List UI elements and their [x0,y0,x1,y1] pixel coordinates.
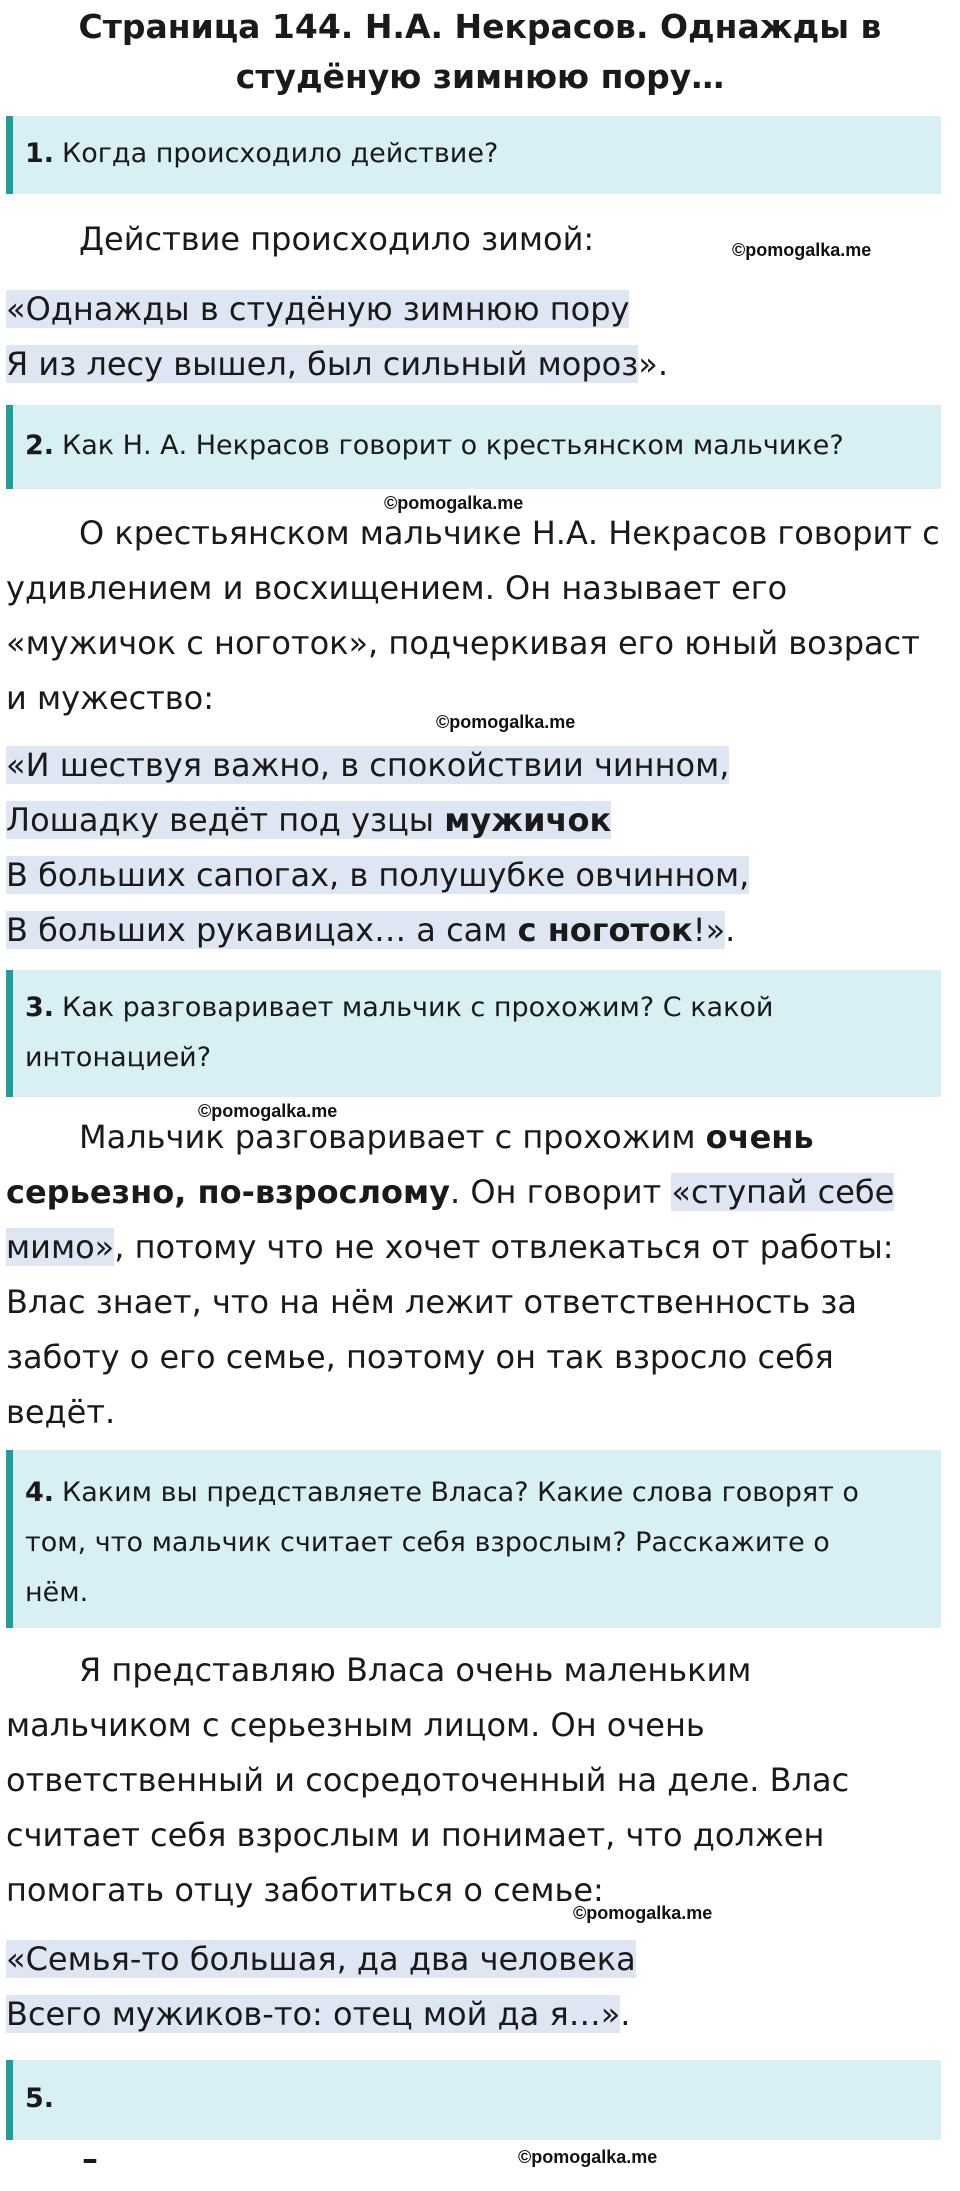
question-number: 4. [25,1477,55,1508]
question-text: Каким вы представляете Власа? Какие слова говорят о [62,1477,859,1508]
question-4 [6,1450,941,1628]
question-text: интонацией? [25,1042,212,1073]
question-text: том, что мальчик считает себя взрослым? Расскажите о [25,1527,830,1558]
answer-5-dash: – [82,2140,98,2178]
question-text: нём. [25,1577,89,1608]
question-1 [6,116,941,194]
answer-4-quote: «Семья-то большая, да два человека Всего мужиков-то: отец мой да я…». [6,1940,636,2033]
answer-2-quote: «И шествуя важно, в спокойствии чинном, Лошадку ведёт под узцы мужичок В больших сапогах, в полушубке овчинном, В больших рукавицах… а сам с ноготок!». [6,746,750,949]
watermark: ©pomogalka.me [518,2147,658,2167]
question-number: 2. [25,430,55,461]
answer-3-text: Мальчик разговаривает с прохожим очень серьезно, по-взрослому. Он говорит «ступай себе мимо», потому что не хочет отвлекаться от работы: Влас знает, что на нём лежит ответственность за заботу о его семье, поэтому он так взросло себя ведёт. [6,1118,895,1431]
watermark: ©pomogalka.me [573,1903,713,1923]
question-number: 1. [25,138,55,169]
question-number: 5. [25,2083,55,2114]
question-3 [6,970,941,1097]
question-text: Как разговаривает мальчик с прохожим? С какой [62,992,774,1023]
answer-4-text: Я представляю Власа очень маленьким мальчиком с серьезным лицом. Он очень ответственный и сосредоточенный на деле. Влас считает себя взрослым и понимает, что должен помогать отцу заботиться о семье: [6,1651,850,1909]
watermark: ©pomogalka.me [732,240,872,260]
answer-1-text: Действие происходило зимой: [79,220,595,258]
watermark: ©pomogalka.me [384,493,524,513]
answer-1-quote: «Однажды в студёную зимнюю пору Я из лесу вышел, был сильный мороз». [6,290,668,383]
question-5 [6,2060,941,2140]
question-text: Как Н. А. Некрасов говорит о крестьянском мальчике? [62,430,844,461]
watermark: ©pomogalka.me [198,1101,338,1121]
answer-2-text: О крестьянском мальчике Н.А. Некрасов говорит с удивлением и восхищением. Он называет его «мужичок с ноготок», подчеркивая его юный возраст и мужество: [6,514,940,717]
question-number: 3. [25,992,55,1023]
watermark: ©pomogalka.me [436,712,576,732]
question-text: Когда происходило действие? [62,138,499,169]
question-2 [6,405,941,489]
page-title: Страница 144. Н.А. Некрасов. Однажды в студёную зимнюю пору… [78,7,882,96]
